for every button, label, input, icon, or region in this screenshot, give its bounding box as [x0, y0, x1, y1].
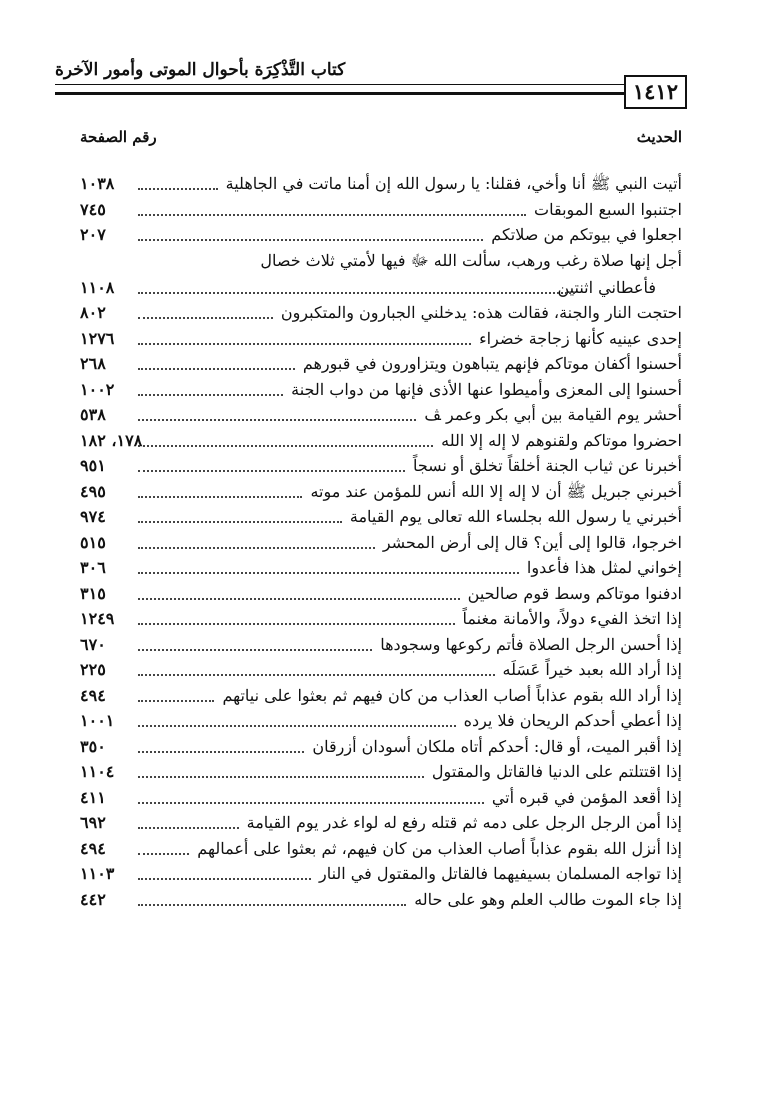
page-reference: ١٧٨، ١٨٢: [80, 430, 143, 450]
page-reference: ٩٥١: [80, 456, 106, 475]
page-reference: ٨٠٢: [80, 303, 106, 322]
page-reference: ٣١٥: [80, 583, 106, 603]
hadith-text: أحشر يوم القيامة بين أبي بكر وعمر ﭫ: [424, 405, 682, 424]
page-reference: ٣٠٦: [80, 558, 106, 577]
hadith-text: فأعطاني اثنتين: [557, 277, 656, 297]
page-reference: ٢٦٨: [80, 354, 106, 373]
dot-leader: [138, 419, 416, 421]
dot-leader: [138, 547, 375, 549]
index-entry: [80, 606, 682, 632]
hadith-text: إذا أراد الله بقوم عذاباً أصاب العذاب من كان فيهم ثم بعثوا على نياتهم: [222, 685, 682, 705]
dot-leader: [138, 394, 283, 396]
page-number: ١٤١٢: [624, 75, 687, 109]
index-entry: [80, 197, 682, 223]
dot-leader: [138, 725, 456, 727]
hadith-text: أخبرني جبريل ﷺ أن لا إله إلا الله أنس للمؤمن عند موته: [310, 481, 682, 501]
dot-leader: [138, 496, 302, 498]
page-reference: ١١٠٣: [80, 864, 115, 883]
page-reference: ١٢٤٩: [80, 609, 115, 628]
page-reference: ١١٠٤: [80, 762, 115, 781]
page-reference: ٤٩٤: [80, 685, 106, 705]
header-rule-thick: [55, 92, 687, 95]
hadith-text: إذا جاء الموت طالب العلم وهو على حاله: [414, 889, 682, 909]
index-entry: [80, 275, 682, 301]
dot-leader: [138, 904, 406, 906]
dot-leader: [138, 188, 218, 190]
column-headers: [80, 128, 682, 150]
page-reference: ٥٣٨: [80, 405, 106, 424]
hadith-text: احضروا موتاكم ولقنوهم لا إله إلا الله: [441, 430, 682, 450]
index-entry: [80, 351, 682, 377]
index-entry: [80, 861, 682, 887]
hadith-text: إذا أمن الرجل الرجل على دمه ثم قتله رفع له لواء غدر يوم القيامة: [246, 813, 682, 832]
page-reference: ١٢٧٦: [80, 328, 115, 348]
column-header-hadith: الحديث: [636, 128, 682, 146]
index-entry: [80, 530, 682, 556]
hadith-text: ادفنوا موتاكم وسط قوم صالحين: [467, 583, 682, 603]
hadith-text: أخبرني يا رسول الله بجلساء الله تعالى يوم القيامة: [349, 507, 682, 526]
hadith-text: أحسنوا إلى المعزى وأميطوا عنها الأذى فإنها من دواب الجنة: [291, 379, 682, 399]
hadith-text: اخرجوا، قالوا إلى أين؟ قال إلى أرض المحشر: [382, 532, 682, 552]
hadith-text: إذا أقعد المؤمن في قبره أتي: [491, 787, 682, 807]
hadith-text: إذا أحسن الرجل الصلاة فأتم ركوعها وسجودها: [380, 634, 682, 654]
dot-leader: [138, 649, 372, 651]
page-reference: ٤٤٢: [80, 889, 106, 909]
page-reference: ٢٢٥: [80, 660, 106, 679]
page-reference: ٥١٥: [80, 532, 106, 552]
dot-leader: [138, 674, 495, 676]
dot-leader: [138, 214, 526, 216]
hadith-text: احتجت النار والجنة، فقالت هذه: يدخلني الجبارون والمتكبرون: [280, 303, 682, 322]
index-entry: [80, 326, 682, 352]
hadith-text: إذا تواجه المسلمان بسيفيهما فالقاتل والمقتول في النار: [318, 864, 682, 883]
page-reference: ١١٠٨: [80, 277, 115, 297]
hadith-text: إذا أنزل الله بقوم عذاباً أصاب العذاب من كان فيهم، ثم بعثوا على أعمالهم: [197, 838, 682, 858]
dot-leader: [138, 445, 433, 447]
dot-leader: [138, 827, 239, 829]
hadith-text: إذا أراد الله بعبد خيراً عَسَلَه: [502, 660, 682, 679]
dot-leader: [138, 470, 405, 472]
index-entry: [80, 428, 682, 454]
index-entry: [80, 248, 682, 275]
hadith-text: أحسنوا أكفان موتاكم فإنهم يتباهون ويتزاورون في قبورهم: [302, 354, 682, 373]
index-entry: [80, 734, 682, 760]
index-entry: [80, 759, 682, 785]
dot-leader: [138, 598, 460, 600]
dot-leader: [138, 343, 471, 345]
dot-leader: [138, 776, 424, 778]
index-entry: [80, 810, 682, 836]
dot-leader: [138, 239, 483, 241]
hadith-text: اجتنبوا السبع الموبقات: [534, 199, 682, 219]
index-entry: [80, 171, 682, 197]
hadith-text: إحدى عينيه كأنها زجاجة خضراء: [479, 328, 682, 348]
index-entry: [80, 785, 682, 811]
index-entry: [80, 453, 682, 479]
hadith-index-list: [80, 171, 682, 912]
dot-leader: [138, 521, 342, 523]
hadith-text: إذا أعطي أحدكم الريحان فلا يرده: [463, 711, 682, 730]
index-entry: [80, 887, 682, 913]
column-header-page-number: رقم الصفحة: [80, 128, 157, 146]
hadith-text: إذا اقتتلتم على الدنيا فالقاتل والمقتول: [431, 762, 682, 781]
index-entry: [80, 836, 682, 862]
dot-leader: [138, 317, 273, 319]
page-reference: ٤١١: [80, 787, 106, 807]
index-entry: [80, 555, 682, 581]
header-rule: [55, 84, 687, 85]
hadith-text: أجل إنها صلاة رغب ورهب، سألت الله ﷻ فيها لأمتي ثلاث خصال: [260, 250, 682, 270]
index-entry: [80, 402, 682, 428]
index-entry: [80, 708, 682, 734]
hadith-text: أتيت النبي ﷺ أنا وأخي، فقلنا: يا رسول الله إن أمنا ماتت في الجاهلية: [225, 174, 682, 193]
hadith-text: إذا اتخذ الفيء دولاً، والأمانة مغنماً: [462, 609, 682, 628]
page-reference: ١٠٠٢: [80, 379, 115, 399]
dot-leader: [138, 751, 304, 753]
index-entry: [80, 222, 682, 248]
hadith-text: أخبرنا عن ثياب الجنة أخلقاً تخلق أو نسجاً: [412, 456, 682, 475]
page-reference: ٩٧٤: [80, 507, 106, 526]
dot-leader: [138, 368, 295, 370]
index-entry: [80, 632, 682, 658]
index-entry: [80, 377, 682, 403]
book-title: كتاب التَّذْكِرَة بأحوال الموتى وأمور الآخرة: [55, 60, 346, 80]
dot-leader: [138, 878, 311, 880]
hadith-text: إذا أقبر الميت، أو قال: أحدكم أتاه ملكان أسودان أزرقان: [312, 736, 682, 756]
page-reference: ٦٧٠: [80, 634, 106, 654]
page-reference: ٢٠٧: [80, 225, 106, 244]
hadith-text: اجعلوا في بيوتكم من صلاتكم: [491, 225, 682, 244]
running-header: [55, 58, 687, 104]
dot-leader: [138, 572, 519, 574]
index-entry: [80, 581, 682, 607]
dot-leader: [138, 853, 189, 855]
page-reference: ٦٩٢: [80, 813, 106, 832]
hadith-text: إخواني لمثل هذا فأعدوا: [526, 558, 682, 577]
index-entry: [80, 300, 682, 326]
dot-leader: [138, 802, 484, 804]
page-reference: ٤٩٤: [80, 838, 106, 858]
index-entry: [80, 504, 682, 530]
index-entry: [80, 479, 682, 505]
dot-leader: [138, 623, 455, 625]
page-reference: ٣٥٠: [80, 736, 106, 756]
index-entry: [80, 657, 682, 683]
page-reference: ٧٤٥: [80, 199, 106, 219]
page-reference: ٤٩٥: [80, 481, 106, 501]
dot-leader: [138, 700, 214, 702]
page-reference: ١٠٠١: [80, 711, 115, 730]
page-reference: ١٠٣٨: [80, 174, 115, 193]
index-entry: [80, 683, 682, 709]
dot-leader: [138, 292, 575, 294]
